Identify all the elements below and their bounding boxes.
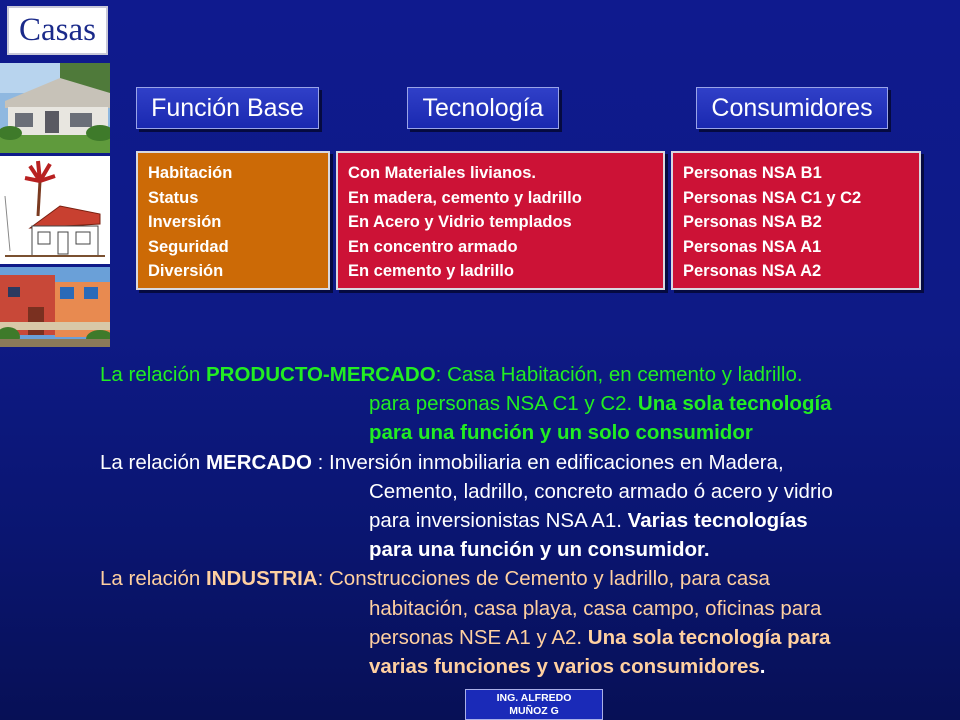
box-consumidores-item: Personas NSA B2 <box>683 213 822 231</box>
header-consumidores-label: Consumidores <box>711 93 873 122</box>
relation-text-line <box>100 535 940 564</box>
box-tecnologia-item: En concentro armado <box>348 237 518 256</box>
relation-text: para personas NSA C1 y C2. <box>369 392 638 416</box>
relation-text: : Casa Habitación, en cemento y ladrillo. <box>435 363 803 386</box>
box-tecnologia-item: En cemento y ladrillo <box>348 262 514 280</box>
footer-line: ING. ALFREDO <box>496 692 572 704</box>
relation-conclusion: Una sola tecnología <box>637 392 832 416</box>
relation-text-line <box>100 477 940 506</box>
relation-mercado <box>100 448 940 477</box>
relation-text-line <box>100 389 940 418</box>
title-box <box>7 6 108 55</box>
box-funcion-base-item: Status <box>148 188 199 207</box>
box-funcion-base-item: Diversión <box>148 262 224 280</box>
house-photo-1 <box>0 63 110 153</box>
relation-conclusion: Una sola tecnología para <box>587 625 831 649</box>
relation-prefix: La relación <box>100 363 206 386</box>
relation-prefix: La relación <box>100 567 206 591</box>
box-tecnologia-item: En Acero y Vidrio templados <box>348 213 572 231</box>
relation-text: habitación, casa playa, casa campo, oficinas para <box>369 596 822 620</box>
relation-period: . <box>759 654 766 678</box>
header-tecnologia-label: Tecnología <box>422 93 544 122</box>
relation-conclusion: para una función y un solo consumidor <box>369 421 753 445</box>
relation-industria <box>100 564 940 593</box>
relations-text <box>100 360 940 681</box>
header-consumidores <box>696 87 888 129</box>
box-consumidores-item: Personas NSA A1 <box>683 237 822 256</box>
box-consumidores <box>671 151 921 290</box>
relation-text: para inversionistas NSA A1. <box>369 508 628 532</box>
relation-text-line <box>100 652 940 681</box>
slide-title: Casas <box>19 12 96 48</box>
relation-text: personas NSE A1 y A2. <box>369 625 588 649</box>
box-consumidores-item: Personas NSA B1 <box>683 164 822 182</box>
relation-producto-mercado <box>100 360 940 389</box>
box-funcion-base-item: Seguridad <box>148 237 229 256</box>
relation-prefix: La relación <box>100 450 206 474</box>
house-photo-2 <box>0 267 110 347</box>
relation-text-line <box>100 418 940 447</box>
relation-term: PRODUCTO-MERCADO <box>205 363 436 386</box>
relation-conclusion: Varias tecnologías <box>627 508 808 532</box>
relation-text-line <box>100 506 940 535</box>
footer-line: MUÑOZ G <box>509 705 559 717</box>
relation-text-line <box>100 623 940 652</box>
box-consumidores-item: Personas NSA A2 <box>683 262 822 280</box>
box-funcion-base-item: Inversión <box>148 213 222 231</box>
relation-text: Cemento, ladrillo, concreto armado ó acero y vidrio <box>369 479 833 503</box>
box-tecnologia-item: En madera, cemento y ladrillo <box>348 188 582 207</box>
box-consumidores-item: Personas NSA C1 y C2 <box>683 188 862 207</box>
relation-text: : Construcciones de Cemento y ladrillo, para casa <box>317 567 770 591</box>
box-tecnologia <box>336 151 665 290</box>
header-funcion-base <box>136 87 319 129</box>
relation-conclusion: varias funciones y varios consumidores <box>369 654 760 678</box>
box-tecnologia-item: Con Materiales livianos. <box>348 164 536 182</box>
box-funcion-base <box>136 151 330 290</box>
relation-text-line <box>100 594 940 623</box>
relation-text: : Inversión inmobiliaria en edificaciones en Madera, <box>311 450 784 474</box>
box-funcion-base-item: Habitación <box>148 164 233 182</box>
relation-term: INDUSTRIA <box>205 567 318 591</box>
header-funcion-base-label: Función Base <box>151 93 304 122</box>
relation-conclusion: para una función y un consumidor. <box>369 538 710 562</box>
house-drawing <box>0 156 110 264</box>
author-footer <box>465 689 603 720</box>
relation-term: MERCADO <box>205 450 312 474</box>
header-tecnologia <box>407 87 559 129</box>
